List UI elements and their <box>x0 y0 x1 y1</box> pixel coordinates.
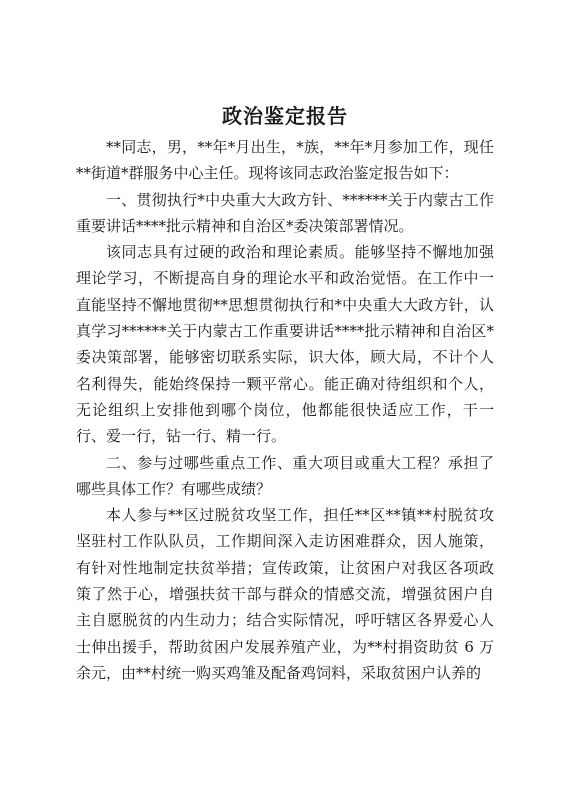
paragraph-section-two-body: 本人参与**区过脱贫攻坚工作，担任**区**镇**村脱贫攻坚驻村工作队队员，工作期间深入走访困难群众，因人施策，有针对性地制定扶贫举措；宣传政策，让贫困户对我区各项政策了然于心，增强扶贫干部与群众的情感交流，增强贫困户自主自愿脱贫的内生动力；结合实际情况，呼吁辖区各界爱心人士伸出援手，帮助贫困户发展养殖产业，为**村捐资助贫 6 万余元，由**村统一购买鸡雏及配备鸡饲料，采取贫困户认养的 <box>76 506 494 682</box>
paragraph-section-two-heading: 二、参与过哪些重点工作、重大项目或重大工程？承担了哪些具体工作？有哪些成绩？ <box>76 453 494 498</box>
paragraph-section-one-body: 该同志具有过硬的政治和理论素质。能够坚持不懈地加强理论学习，不断提高自身的理论水平和政治觉悟。在工作中一直能坚持不懈地贯彻**思想贯彻执行和*中央重大大政方针，认真学习******关于内蒙古工作重要讲话****批示精神和自治区*委决策部署，能够密切联系实际，识大体，顾大局，不计个人名利得失，能始终保持一颗平常心。能正确对待组织和个人，无论组织上安排他到哪个岗位，他都能很快适应工作，干一行、爱一行，钻一行、精一行。 <box>76 243 494 446</box>
paragraph-section-one-heading: 一、贯彻执行*中央重大大政方针、******关于内蒙古工作重要讲话****批示精神和自治区*委决策部署情况。 <box>76 190 494 235</box>
document-title: 政治鉴定报告 <box>222 104 348 128</box>
paragraph-intro: **同志，男，**年*月出生，*族，**年*月参加工作，现任**街道*群服务中心主任。现将该同志政治鉴定报告如下： <box>76 138 494 183</box>
